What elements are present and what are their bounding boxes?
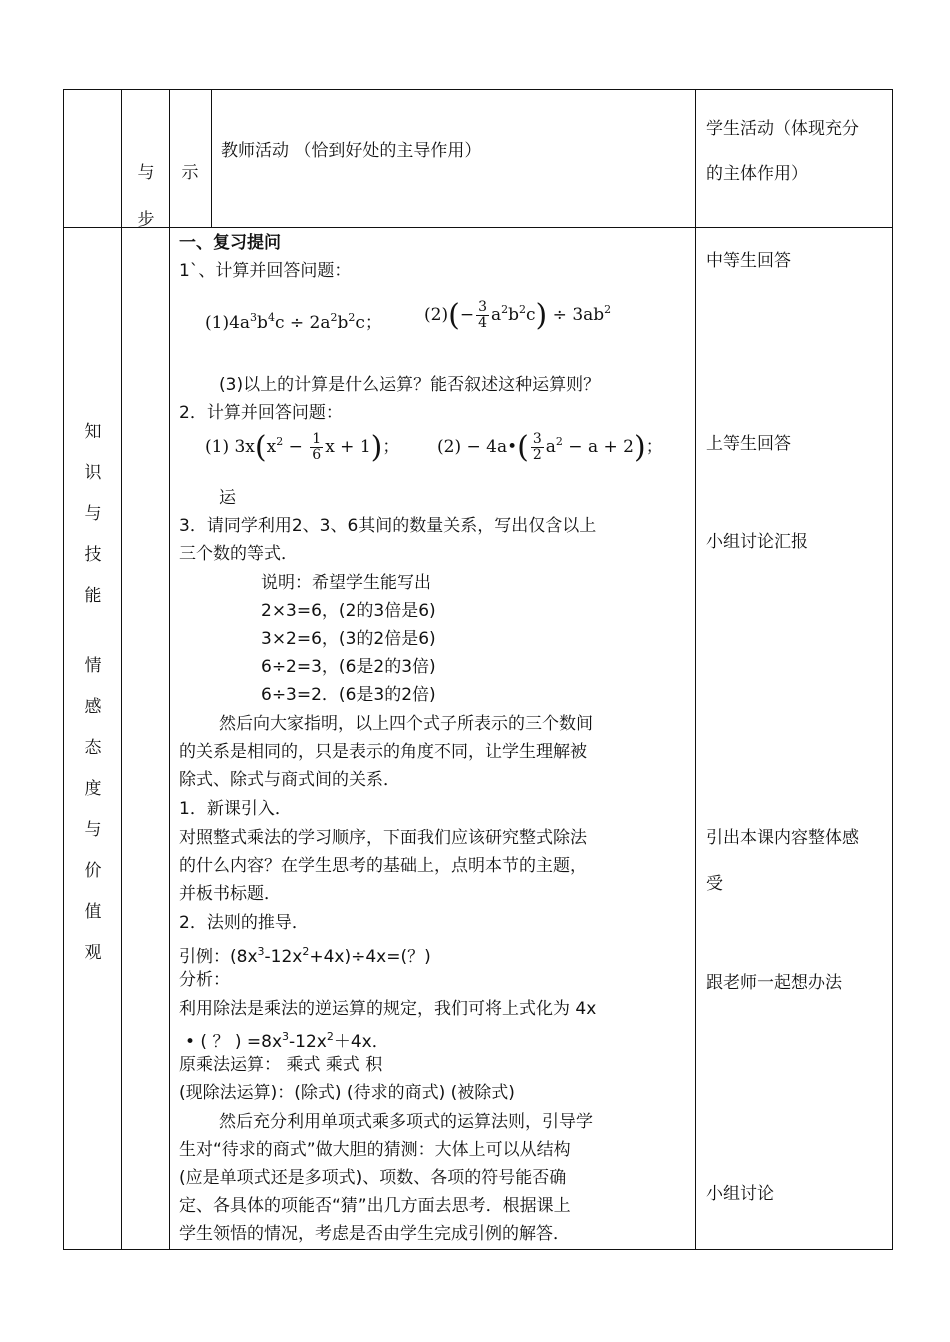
student-response: 小组讨论汇报: [706, 532, 808, 552]
equation-line: 6÷2=3，(6是2的3倍): [261, 657, 436, 677]
header-student-activity-line2: 的主体作用）: [706, 164, 808, 184]
table-border-top: [63, 89, 893, 90]
left-label-char: 与: [84, 820, 102, 840]
table-border-right: [892, 89, 893, 1250]
header-col2-top: 与: [137, 163, 155, 183]
paragraph-4-line2: 生对“待求的商式”做大胆的猜测：大体上可以从结构: [179, 1140, 571, 1160]
section-1-title: 1．新课引入．: [179, 799, 292, 819]
division-operation-line: (现除法运算)：(除式) (待求的商式) (被除式): [179, 1083, 515, 1103]
paragraph-2-line3: 并板书标题．: [179, 884, 281, 904]
left-label-char: 能: [84, 586, 102, 606]
left-label-char: 与: [84, 504, 102, 524]
analysis-label: 分析：: [179, 970, 230, 990]
left-label-char: 情: [84, 656, 102, 676]
question-3-line1: 3．请同学利用2、3、6其间的数量关系，写出仅含以上: [179, 516, 597, 536]
header-teacher-activity: 教师活动 （恰到好处的主导作用）: [221, 141, 482, 161]
equation-line: 3×2=6，(3的2倍是6): [261, 629, 436, 649]
left-label-char: 知: [84, 422, 102, 442]
section-2-title: 2．法则的推导．: [179, 913, 309, 933]
paragraph-2-line1: 对照整式乘法的学习顺序，下面我们应该研究整式除法: [179, 828, 587, 848]
paragraph-3-line2: • ( ？ ) $=8x^3-12x^2+4x$．: [185, 1030, 389, 1052]
left-label-char: 值: [84, 902, 102, 922]
question-1-part-3: (3)以上的计算是什么运算？能否叙述这种运算则？: [219, 375, 601, 395]
original-operation-line: 原乘法运算： 乘式 乘式 积: [179, 1055, 383, 1075]
example-expression: 引例：$(8x^3-12x^2+4x)\div 4x=$(？): [179, 945, 431, 967]
table-col-divider-4: [695, 89, 696, 1250]
math-expression-2a: (1) $3x(x^2$ − $\frac{1}{6}$ x + 1)；: [205, 430, 400, 465]
paragraph-1-line1: 然后向大家指明，以上四个式子所表示的三个数间: [219, 714, 593, 734]
text-yun: 运: [219, 488, 236, 508]
paragraph-4-line3: (应是单项式还是多项式)、项数、各项的符号能否确: [179, 1168, 567, 1188]
paragraph-1-line2: 的关系是相同的，只是表示的角度不同，让学生理解被: [179, 742, 587, 762]
paragraph-4-line1: 然后充分利用单项式乘多项式的运算法则，引导学: [219, 1112, 593, 1132]
math-expression-1b: (2)(− $\frac{3}{4}$ $a^2b^2c) \div 3ab^2$: [424, 298, 612, 333]
question-1: 1`、计算并回答问题：: [179, 261, 352, 281]
table-header-divider: [63, 227, 893, 228]
student-response: 跟老师一起想办法: [706, 973, 842, 993]
math-expression-1a: $(1)4a^3b^4c \div 2a^2b^2c$；: [205, 311, 382, 333]
left-label-char: 技: [84, 545, 102, 565]
left-label-char: 度: [84, 779, 102, 799]
left-label-char: 态: [84, 738, 102, 758]
note-text: 说明：希望学生能写出: [261, 573, 431, 593]
equation-line: 2×3=6，(2的3倍是6): [261, 601, 436, 621]
table-border-left: [63, 89, 64, 1250]
student-response: 中等生回答: [706, 251, 791, 271]
left-label-char: 感: [84, 697, 102, 717]
paragraph-2-line2: 的什么内容？在学生思考的基础上，点明本节的主题，: [179, 856, 587, 876]
header-student-activity-line1: 学生活动（体现充分: [706, 119, 859, 139]
student-response: 受: [706, 874, 723, 894]
left-label-char: 观: [84, 943, 102, 963]
question-2: 2．计算并回答问题：: [179, 403, 343, 423]
student-response: 上等生回答: [706, 434, 791, 454]
header-col3: 示: [181, 163, 199, 183]
student-response: 小组讨论: [706, 1184, 774, 1204]
student-response: 引出本课内容整体感: [706, 828, 859, 848]
section-heading: 一、复习提问: [179, 233, 281, 253]
math-expression-2b: (2) − 4a•( $\frac{3}{2}$ $a^2 - a + 2$)；: [437, 430, 663, 465]
left-label-char: 识: [84, 463, 102, 483]
paragraph-4-line5: 学生领悟的情况，考虑是否由学生完成引例的解答．: [179, 1224, 570, 1244]
table-col-divider-1: [121, 89, 122, 1250]
paragraph-1-line3: 除式、除式与商式间的关系．: [179, 770, 400, 790]
table-col-divider-3: [211, 89, 212, 228]
paragraph-3-line1: 利用除法是乘法的逆运算的规定，我们可将上式化为 4x: [179, 999, 597, 1019]
question-3-line2: 三个数的等式．: [179, 544, 298, 564]
table-col-divider-2: [169, 89, 170, 1250]
equation-line: 6÷3=2．(6是3的2倍): [261, 685, 436, 705]
header-col2-bottom: 步: [137, 210, 155, 230]
paragraph-4-line4: 定、各具体的项能否“猜”出几方面去思考．根据课上: [179, 1196, 571, 1216]
table-border-bottom: [63, 1249, 893, 1250]
left-label-char: 价: [84, 861, 102, 881]
